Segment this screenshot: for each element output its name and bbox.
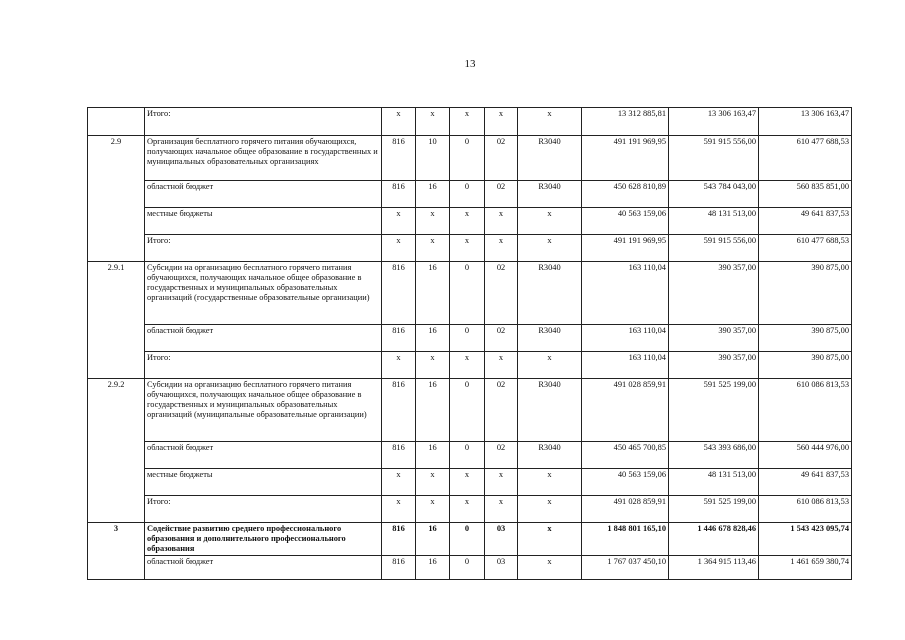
code-cell: х xyxy=(416,108,450,136)
code-cell: 16 xyxy=(416,181,450,208)
code-cell: х xyxy=(485,469,518,496)
code-cell: 02 xyxy=(485,262,518,325)
table-row xyxy=(88,325,852,352)
row-number-cell: 2.9.1 xyxy=(88,262,145,325)
amount-cell: 560 835 851,00 xyxy=(759,181,852,208)
code-cell: 816 xyxy=(382,262,416,325)
amount-cell: 163 110,04 xyxy=(582,325,669,352)
row-number-cell xyxy=(88,556,145,580)
code-cell: х xyxy=(518,208,582,235)
code-cell: х xyxy=(518,108,582,136)
row-number-cell xyxy=(88,325,145,352)
code-cell: 0 xyxy=(450,523,485,556)
table-row xyxy=(88,469,852,496)
code-cell: х xyxy=(416,208,450,235)
amount-cell: 591 525 199,00 xyxy=(669,379,759,442)
amount-cell: 450 628 810,89 xyxy=(582,181,669,208)
amount-cell: 450 465 700,85 xyxy=(582,442,669,469)
amount-cell: 1 446 678 828,46 xyxy=(669,523,759,556)
row-number-cell xyxy=(88,235,145,262)
code-cell: R3040 xyxy=(518,181,582,208)
row-number-cell: 3 xyxy=(88,523,145,556)
code-cell: 0 xyxy=(450,556,485,580)
table-row xyxy=(88,523,852,556)
code-cell: 16 xyxy=(416,556,450,580)
code-cell: 0 xyxy=(450,136,485,181)
code-cell: х xyxy=(518,352,582,379)
amount-cell: 610 086 813,53 xyxy=(759,379,852,442)
amount-cell: 13 306 163,47 xyxy=(669,108,759,136)
amount-cell: 390 875,00 xyxy=(759,325,852,352)
amount-cell: 1 461 659 380,74 xyxy=(759,556,852,580)
code-cell: 16 xyxy=(416,442,450,469)
page-number: 13 xyxy=(464,58,476,70)
row-number-cell xyxy=(88,352,145,379)
code-cell: 02 xyxy=(485,136,518,181)
row-number-cell: 2.9 xyxy=(88,136,145,181)
amount-cell: 1 767 037 450,10 xyxy=(582,556,669,580)
code-cell: х xyxy=(485,235,518,262)
row-name-cell: Итого: xyxy=(145,352,382,379)
table-row xyxy=(88,136,852,181)
code-cell: х xyxy=(518,496,582,523)
row-name-cell: Содействие развитию среднего профессионального образования и дополнительного профессионального образования xyxy=(145,523,382,556)
amount-cell: 1 848 801 165,10 xyxy=(582,523,669,556)
code-cell: 02 xyxy=(485,379,518,442)
table-row xyxy=(88,496,852,523)
row-number-cell xyxy=(88,208,145,235)
amount-cell: 491 028 859,91 xyxy=(582,379,669,442)
amount-cell: 610 086 813,53 xyxy=(759,496,852,523)
code-cell: 816 xyxy=(382,523,416,556)
table-row xyxy=(88,352,852,379)
row-number-cell: 2.9.2 xyxy=(88,379,145,442)
code-cell: х xyxy=(416,352,450,379)
amount-cell: 610 477 688,53 xyxy=(759,136,852,181)
amount-cell: 560 444 976,00 xyxy=(759,442,852,469)
code-cell: 0 xyxy=(450,325,485,352)
code-cell: х xyxy=(485,108,518,136)
row-name-cell: областной бюджет xyxy=(145,181,382,208)
table-row xyxy=(88,262,852,325)
row-name-cell: местные бюджеты xyxy=(145,469,382,496)
table-row xyxy=(88,208,852,235)
code-cell: 02 xyxy=(485,325,518,352)
code-cell: х xyxy=(450,469,485,496)
row-number-cell xyxy=(88,108,145,136)
code-cell: R3040 xyxy=(518,262,582,325)
amount-cell: 13 306 163,47 xyxy=(759,108,852,136)
code-cell: х xyxy=(518,523,582,556)
amount-cell: 390 357,00 xyxy=(669,262,759,325)
code-cell: х xyxy=(518,556,582,580)
row-number-cell xyxy=(88,181,145,208)
amount-cell: 48 131 513,00 xyxy=(669,208,759,235)
row-name-cell: областной бюджет xyxy=(145,325,382,352)
table-row xyxy=(88,556,852,580)
code-cell: х xyxy=(382,208,416,235)
row-name-cell: областной бюджет xyxy=(145,556,382,580)
code-cell: 16 xyxy=(416,325,450,352)
amount-cell: 491 028 859,91 xyxy=(582,496,669,523)
amount-cell: 591 915 556,00 xyxy=(669,136,759,181)
amount-cell: 591 525 199,00 xyxy=(669,496,759,523)
amount-cell: 1 543 423 095,74 xyxy=(759,523,852,556)
row-name-cell: областной бюджет xyxy=(145,442,382,469)
row-name-cell: Субсидии на организацию бесплатного горячего питания обучающихся, получающих начальное общее образование в государственных и муниципальных образовательных организаций (государственные образовательные организации) xyxy=(145,262,382,325)
code-cell: R3040 xyxy=(518,379,582,442)
table-row xyxy=(88,442,852,469)
amount-cell: 1 364 915 113,46 xyxy=(669,556,759,580)
code-cell: R3040 xyxy=(518,325,582,352)
code-cell: х xyxy=(485,208,518,235)
amount-cell: 390 357,00 xyxy=(669,325,759,352)
amount-cell: 40 563 159,06 xyxy=(582,469,669,496)
row-name-cell: Субсидии на организацию бесплатного горячего питания обучающихся, получающих начальное общее образование в государственных и муниципальных образовательных организаций (муниципальные образовательные организации) xyxy=(145,379,382,442)
amount-cell: 49 641 837,53 xyxy=(759,208,852,235)
code-cell: 0 xyxy=(450,181,485,208)
code-cell: 816 xyxy=(382,442,416,469)
table-row xyxy=(88,379,852,442)
code-cell: х xyxy=(518,235,582,262)
code-cell: х xyxy=(450,208,485,235)
code-cell: х xyxy=(485,352,518,379)
code-cell: R3040 xyxy=(518,136,582,181)
code-cell: 816 xyxy=(382,181,416,208)
code-cell: 02 xyxy=(485,181,518,208)
code-cell: х xyxy=(416,235,450,262)
amount-cell: 390 875,00 xyxy=(759,352,852,379)
row-number-cell xyxy=(88,469,145,496)
amount-cell: 610 477 688,53 xyxy=(759,235,852,262)
code-cell: 10 xyxy=(416,136,450,181)
code-cell: 0 xyxy=(450,262,485,325)
code-cell: х xyxy=(382,108,416,136)
code-cell: 16 xyxy=(416,523,450,556)
code-cell: х xyxy=(382,496,416,523)
amount-cell: 13 312 885,81 xyxy=(582,108,669,136)
code-cell: х xyxy=(450,352,485,379)
code-cell: 16 xyxy=(416,262,450,325)
code-cell: 816 xyxy=(382,325,416,352)
budget-table xyxy=(87,107,852,580)
code-cell: 0 xyxy=(450,379,485,442)
code-cell: х xyxy=(416,496,450,523)
code-cell: 816 xyxy=(382,379,416,442)
amount-cell: 491 191 969,95 xyxy=(582,136,669,181)
amount-cell: 163 110,04 xyxy=(582,262,669,325)
amount-cell: 390 357,00 xyxy=(669,352,759,379)
amount-cell: 49 641 837,53 xyxy=(759,469,852,496)
code-cell: 0 xyxy=(450,442,485,469)
code-cell: х xyxy=(450,235,485,262)
amount-cell: 543 393 686,00 xyxy=(669,442,759,469)
amount-cell: 163 110,04 xyxy=(582,352,669,379)
code-cell: 03 xyxy=(485,556,518,580)
code-cell: х xyxy=(450,108,485,136)
amount-cell: 40 563 159,06 xyxy=(582,208,669,235)
amount-cell: 543 784 043,00 xyxy=(669,181,759,208)
row-number-cell xyxy=(88,442,145,469)
code-cell: 02 xyxy=(485,442,518,469)
code-cell: х xyxy=(518,469,582,496)
code-cell: х xyxy=(450,496,485,523)
code-cell: х xyxy=(485,496,518,523)
amount-cell: 591 915 556,00 xyxy=(669,235,759,262)
row-name-cell: Итого: xyxy=(145,235,382,262)
row-name-cell: Организация бесплатного горячего питания обучающихся, получающих начальное общее образование в государственных и муниципальных образовательных организациях xyxy=(145,136,382,181)
amount-cell: 390 875,00 xyxy=(759,262,852,325)
table-row xyxy=(88,235,852,262)
code-cell: 16 xyxy=(416,379,450,442)
row-name-cell: Итого: xyxy=(145,108,382,136)
code-cell: х xyxy=(416,469,450,496)
row-number-cell xyxy=(88,496,145,523)
table-row xyxy=(88,108,852,136)
row-name-cell: Итого: xyxy=(145,496,382,523)
code-cell: х xyxy=(382,469,416,496)
code-cell: 816 xyxy=(382,556,416,580)
code-cell: R3040 xyxy=(518,442,582,469)
code-cell: 03 xyxy=(485,523,518,556)
code-cell: х xyxy=(382,352,416,379)
row-name-cell: местные бюджеты xyxy=(145,208,382,235)
table-row xyxy=(88,181,852,208)
code-cell: 816 xyxy=(382,136,416,181)
code-cell: х xyxy=(382,235,416,262)
amount-cell: 491 191 969,95 xyxy=(582,235,669,262)
amount-cell: 48 131 513,00 xyxy=(669,469,759,496)
